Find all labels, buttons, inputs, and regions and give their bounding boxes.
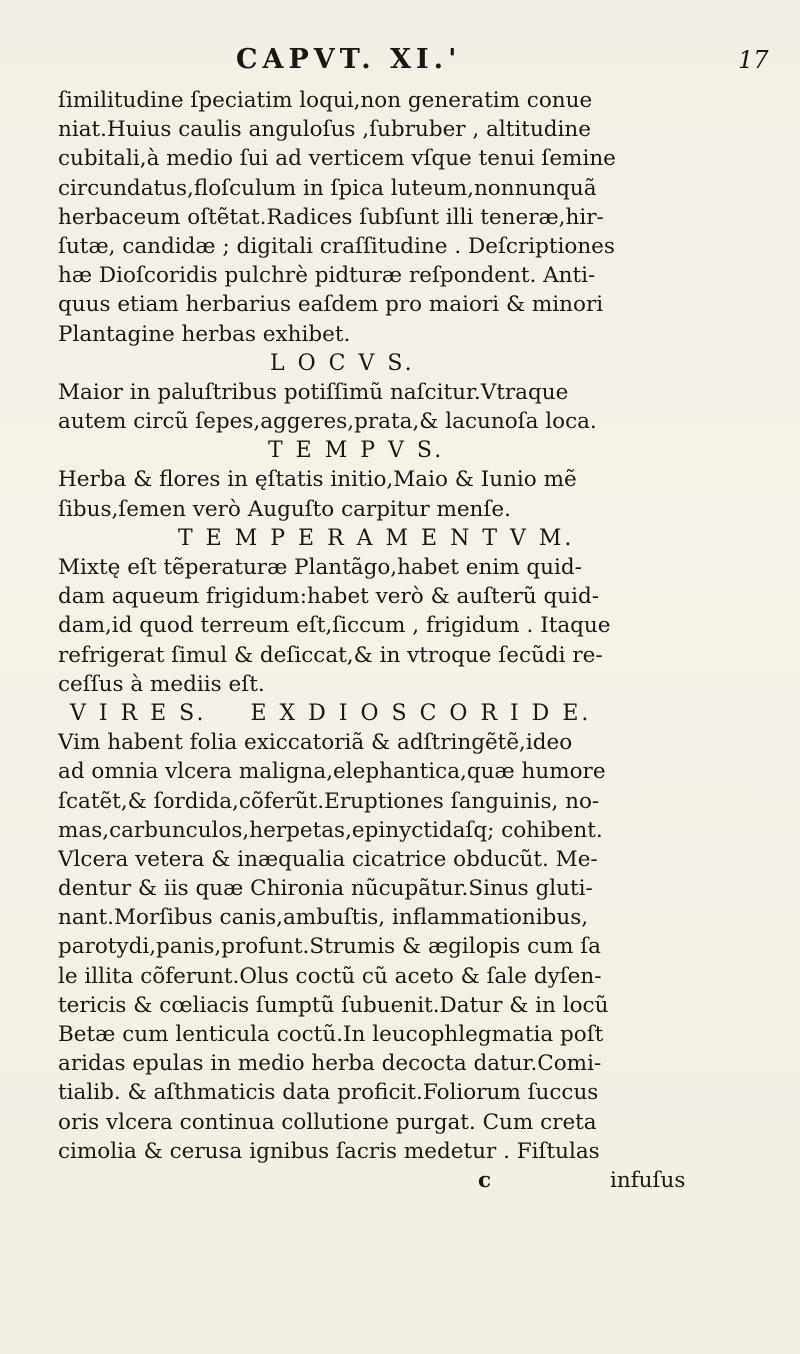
text-line: Vim habent folia exiccatoriã & adſtringẽtẽ,ideo	[58, 730, 573, 756]
text-line: aridas epulas in medio herba decocta datur.Comi-	[58, 1051, 602, 1077]
catchword: infuſus	[610, 1167, 686, 1193]
section-heading-vires	[58, 699, 774, 728]
text-line: ſutæ, candidæ ; digitali craſſitudine . Deſcriptiones	[58, 233, 615, 259]
page-footer	[58, 1166, 774, 1195]
text-line: Betæ cum lenticula coctũ.In leucophlegmatia poſt	[58, 1022, 604, 1047]
section-locus	[58, 349, 774, 437]
text-line: quus etiam herbarius eaſdem pro maiori & minori	[58, 292, 604, 318]
text-line: Plantagine herbas exhibet.	[58, 321, 351, 347]
text-line: tericis & cœliacis ſumptũ ſubuenit.Datur & in locũ	[58, 992, 609, 1018]
text-line: nant.Morſibus canis,ambuſtis, inflammationibus,	[58, 905, 589, 931]
section-tempus	[58, 436, 774, 524]
text-line: ſimilitudine ſpeciatim loqui,non generatim conue	[58, 88, 593, 113]
text-line: ad omnia vlcera maligna,elephantica,quæ humore	[58, 759, 606, 785]
heading-ex-dioscoride-label: E X D I O S C O R I D E.	[250, 700, 592, 726]
text-line: dam,id quod terreum eſt,ſiccum , frigidum . Itaque	[58, 613, 611, 639]
text-line: mas,carbunculos,herpetas,epinyctidaſq; cohibent.	[58, 817, 603, 843]
running-title: CAPVT. XI.'	[236, 44, 462, 75]
text-line: Herba & flores in ęſtatis initio,Maio & Iunio mẽ	[58, 467, 577, 493]
text-line: ſcatẽt,& ſordida,cõferũt.Eruptiones ſanguinis, no-	[58, 788, 600, 814]
section-heading-temperamentum: T E M P E R A M E N T V M.	[178, 525, 575, 551]
text-line: autem circũ ſepes,aggeres,prata,& lacunoſa loca.	[58, 409, 597, 435]
section-heading-locus: L O C V S.	[270, 350, 415, 376]
section-temperamentum	[58, 524, 774, 699]
page-number: 17	[738, 46, 769, 74]
text-line: le illita cõferunt.Olus coctũ cũ aceto & ſale dyſen-	[58, 963, 602, 989]
page-header	[0, 44, 800, 84]
signature-mark: c	[478, 1167, 492, 1193]
text-line: ſibus,ſemen verò Auguſto carpitur menſe.	[58, 496, 511, 522]
description-paragraph	[58, 86, 774, 349]
heading-vires-label: V I R E S.	[70, 700, 207, 726]
text-line: circundatus,floſculum in ſpica luteum,nonnunquã	[58, 175, 597, 201]
text-line: dam aqueum frigidum:habet verò & auſterũ quid-	[58, 584, 599, 610]
text-line: hæ Dioſcoridis pulchrè pidturæ reſpondent. Anti-	[58, 263, 596, 289]
text-line: herbaceum oſtẽtat.Radices ſubſunt illi teneræ,hir-	[58, 204, 604, 230]
text-line: ceſſus à mediis eſt.	[58, 671, 265, 697]
section-vires	[58, 699, 774, 1166]
section-heading-tempus: T E M P V S.	[268, 438, 445, 464]
text-block	[58, 86, 774, 1195]
text-line: refrigerat ſimul & deſiccat,& in vtroque ſecũdi re-	[58, 642, 603, 668]
text-line: Vlcera vetera & inæqualia cicatrice obducũt. Me-	[58, 846, 598, 872]
text-line: Mixtę eſt tẽperaturæ Plantãgo,habet enim quid-	[58, 555, 582, 580]
text-line: oris vlcera continua collutione purgat. Cum creta	[58, 1109, 597, 1135]
text-line: tialib. & aſthmaticis data proficit.Foliorum ſuccus	[58, 1080, 599, 1106]
text-line: cubitali,à medio ſui ad verticem vſque tenui ſemine	[58, 146, 616, 172]
text-line: cimolia & cerusa ignibus ſacris medetur . Fiſtulas	[58, 1138, 600, 1164]
text-line: niat.Huius caulis anguloſus ,ſubruber , altitudine	[58, 117, 591, 143]
text-line: parotydi,panis,profunt.Strumis & ægilopis cum ſa	[58, 934, 602, 960]
text-line: dentur & iis quæ Chironia nũcupãtur.Sinus gluti-	[58, 876, 593, 902]
text-line: Maior in paluſtribus potiſſimũ naſcitur.Vtraque	[58, 379, 569, 405]
